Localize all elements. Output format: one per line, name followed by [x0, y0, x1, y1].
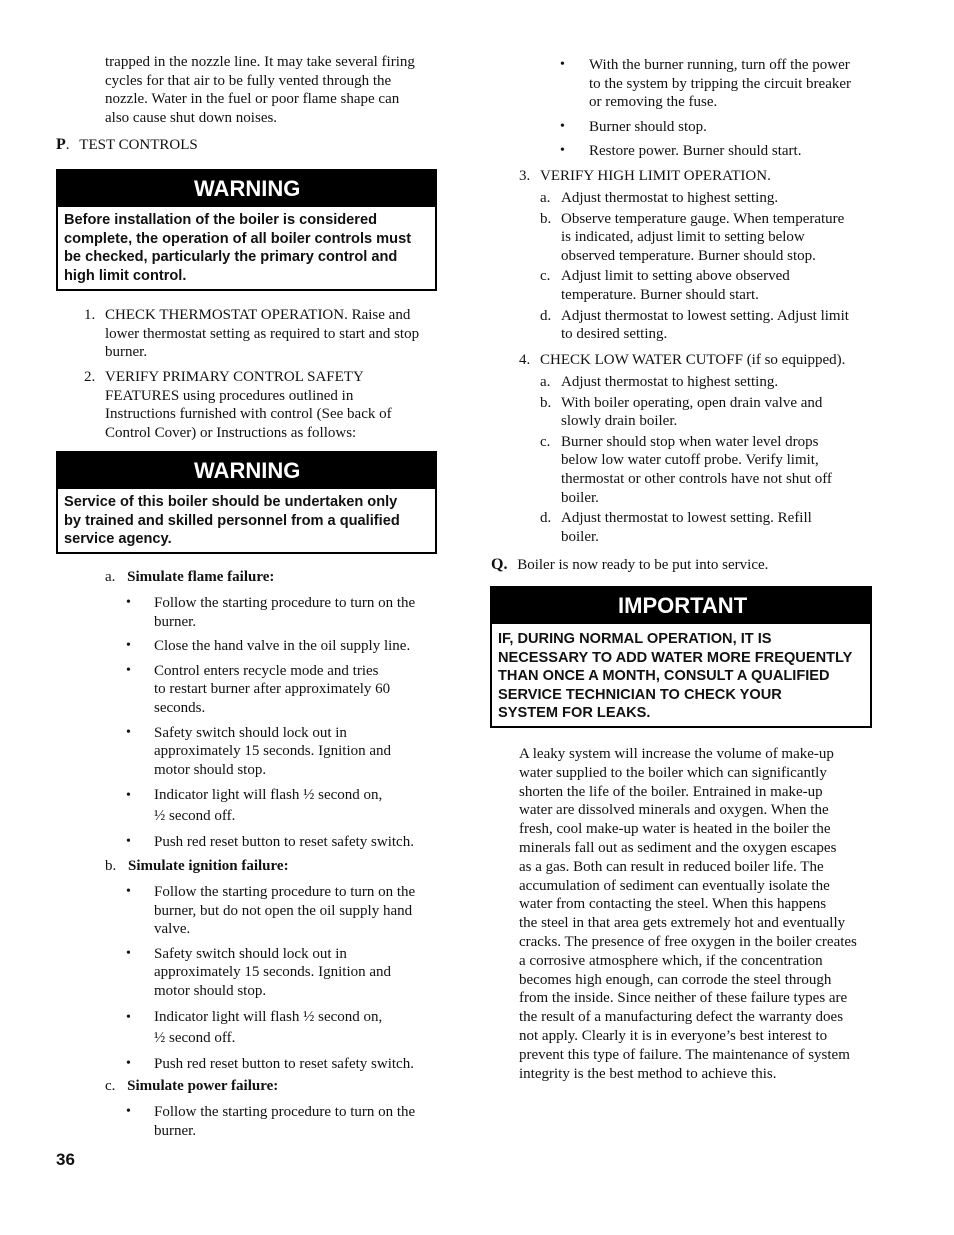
list-item: a. Adjust thermostat to highest setting. [540, 190, 779, 206]
warning-title: WARNING [58, 171, 435, 207]
bullet-icon: • [126, 1009, 131, 1025]
bullet-icon: • [560, 57, 565, 72]
list-item: • Follow the starting procedure to turn on the burner. [126, 1104, 416, 1139]
item-label: b. [540, 210, 552, 227]
item-label: b. [540, 394, 552, 411]
list-item: • Follow the starting procedure to turn on the burner. [126, 595, 416, 630]
list-item: • Follow the starting procedure to turn on the burner, but do not open the oil supply hand valve. [126, 884, 416, 938]
intro-text [105, 53, 435, 127]
subsection-label: b. [105, 858, 117, 874]
bullet-icon: • [126, 638, 131, 654]
step-3-list [540, 189, 880, 344]
section-title: TEST CONTROLS [79, 137, 198, 153]
step-4-list [540, 373, 880, 546]
list-item: c. Burner should stop when water level drops below low water cutoff probe. Verify limit, thermostat or other controls have not shut off boiler. [540, 433, 832, 506]
list-item: • Close the hand valve in the oil supply line. [126, 638, 411, 655]
text-line: nozzle. Water in the fuel or poor flame shape can [105, 91, 400, 108]
list-item: • Burner should stop. [560, 118, 707, 135]
step-number: 1. [84, 307, 96, 323]
subsection-title: Simulate ignition failure: [128, 858, 289, 874]
bullet-icon: • [126, 1055, 131, 1071]
list-item: • Push red reset button to reset safety switch. [126, 1055, 414, 1072]
step-4 [519, 351, 879, 370]
step-number: 3. [519, 168, 531, 184]
text-line: trapped in the nozzle line. It may take several firing [105, 54, 415, 70]
step-title: CHECK LOW WATER CUTOFF (if so equipped). [540, 352, 846, 368]
list-item: d. Adjust thermostat to lowest setting. Refill boiler. [540, 510, 812, 545]
list-item: • Safety switch should lock out in approximately 15 seconds. Ignition and motor should stop. [126, 724, 392, 778]
warning-body: Before installation of the boiler is considered complete, the operation of all boiler controls must be checked, particularly the primary control and high limit control. [64, 212, 412, 284]
page-number: 36 [56, 1150, 75, 1169]
section-letter: P [56, 136, 66, 153]
bullet-icon: • [126, 945, 131, 961]
list-item: a. Adjust thermostat to highest setting. [540, 374, 779, 390]
important-body: IF, DURING NORMAL OPERATION, IT IS NECESSARY TO ADD WATER MORE FREQUENTLY THAN ONCE A MONTH, CONSULT A QUALIFIED SERVICE TECHNICIAN TO CHECK YOUR SYSTEM FOR LEAKS. [498, 631, 853, 722]
subsection-title: Simulate flame failure: [127, 569, 275, 585]
important-title: IMPORTANT [492, 588, 870, 624]
list-item: b. With boiler operating, open drain valve and slowly drain boiler. [540, 394, 823, 430]
bullet-icon: • [560, 143, 565, 159]
list-item: • With the burner running, turn off the power to the system by tripping the circuit breaker or removing the fuse. [560, 57, 852, 111]
step-3 [519, 167, 879, 186]
item-label: c. [540, 268, 551, 285]
step-title: VERIFY HIGH LIMIT OPERATION. [540, 168, 771, 184]
list-item: b. Observe temperature gauge. When temperature is indicated, adjust limit to setting below observed temperature. Burner should stop. [540, 210, 845, 264]
warning-box [56, 451, 437, 554]
step-1: 1. CHECK THERMOSTAT OPERATION. Raise and lower thermostat setting as required to start and stop burner. [84, 307, 420, 361]
bullet-list [126, 594, 436, 852]
step-number: 2. [84, 369, 96, 385]
section-letter: Q. [491, 556, 508, 573]
bullet-icon: • [126, 834, 131, 850]
list-item: • Control enters recycle mode and tries to restart burner after approximately 60 seconds. [126, 662, 391, 716]
bullet-icon: • [126, 788, 131, 804]
warning-box [56, 169, 437, 291]
subsection-c [105, 1077, 435, 1096]
bullet-icon: • [126, 595, 131, 610]
bullet-icon: • [126, 1104, 131, 1119]
text-line: also cause shut down noises. [105, 109, 278, 126]
subsection-label: c. [105, 1078, 116, 1094]
step-number: 4. [519, 352, 531, 368]
item-label: a. [540, 374, 551, 390]
list-item: • Push red reset button to reset safety switch. [126, 834, 414, 851]
bullet-icon: • [126, 662, 131, 678]
list-item: c. Adjust limit to setting above observed temperature. Burner should start. [540, 268, 790, 303]
warning-title: WARNING [58, 453, 435, 489]
list-item: • Safety switch should lock out in approximately 15 seconds. Ignition and motor should stop. [126, 945, 392, 999]
subsection-title: Simulate power failure: [127, 1078, 279, 1094]
bullet-list [126, 1103, 436, 1140]
section-p-heading: P. TEST CONTROLS [56, 136, 198, 153]
list-item: • Indicator light will flash ½ second on, ½ second off. [126, 1008, 383, 1046]
important-box [490, 586, 872, 728]
bullet-list [560, 56, 880, 161]
list-item: d. Adjust thermostat to lowest setting. Adjust limit to desired setting. [540, 307, 849, 343]
bullet-icon: • [126, 884, 131, 899]
section-q [491, 556, 881, 575]
subsection-a [105, 568, 435, 587]
subsection-b [105, 857, 435, 876]
item-label: d. [540, 510, 552, 527]
item-label: c. [540, 433, 551, 450]
bullet-icon: • [126, 724, 131, 740]
text-line: cycles for that air to be fully vented through the [105, 72, 392, 89]
list-item: • Indicator light will flash ½ second on, ½ second off. [126, 787, 383, 825]
bullet-list [126, 883, 436, 1073]
bullet-icon: • [560, 118, 565, 134]
leaky-system-paragraph: A leaky system will increase the volume of make-up water supplied to the boiler which can significantly shorten the life of the boiler. Entrained in make-up water are dissolved minerals and oxygen. When the fresh, cool make-up water is heated in the boiler the minerals fall out as sediment and the oxygen escapes as a gas. Both can result in reduced boiler life. The accumulation of sediment can eventually isolate the water from contacting the steel. When this happens the steel in that area gets extremely hot and eventually cracks. The presence of free oxygen in the boiler creates a corrosive atmosphere which, if the concentration becomes high enough, can corrode the steel through from the inside. Since neither of these failure types are the result of a manufacturing defect the warranty does not apply. Clearly it is in everyone’s best interest to prevent this type of failure. The maintenance of system integrity is the best method to achieve this. [519, 746, 857, 1082]
list-item: • Restore power. Burner should start. [560, 143, 802, 160]
subsection-label: a. [105, 569, 116, 585]
step-2: 2. VERIFY PRIMARY CONTROL SAFETY FEATURES using procedures outlined in Instructions furnished with control (See back of Control Cover) or Instructions as follows: [84, 369, 392, 441]
item-label: d. [540, 307, 552, 324]
section-text: Boiler is now ready to be put into service. [517, 557, 769, 573]
item-label: a. [540, 190, 551, 206]
warning-body: Service of this boiler should be undertaken only by trained and skilled personnel from a qualified service agency. [64, 494, 400, 548]
